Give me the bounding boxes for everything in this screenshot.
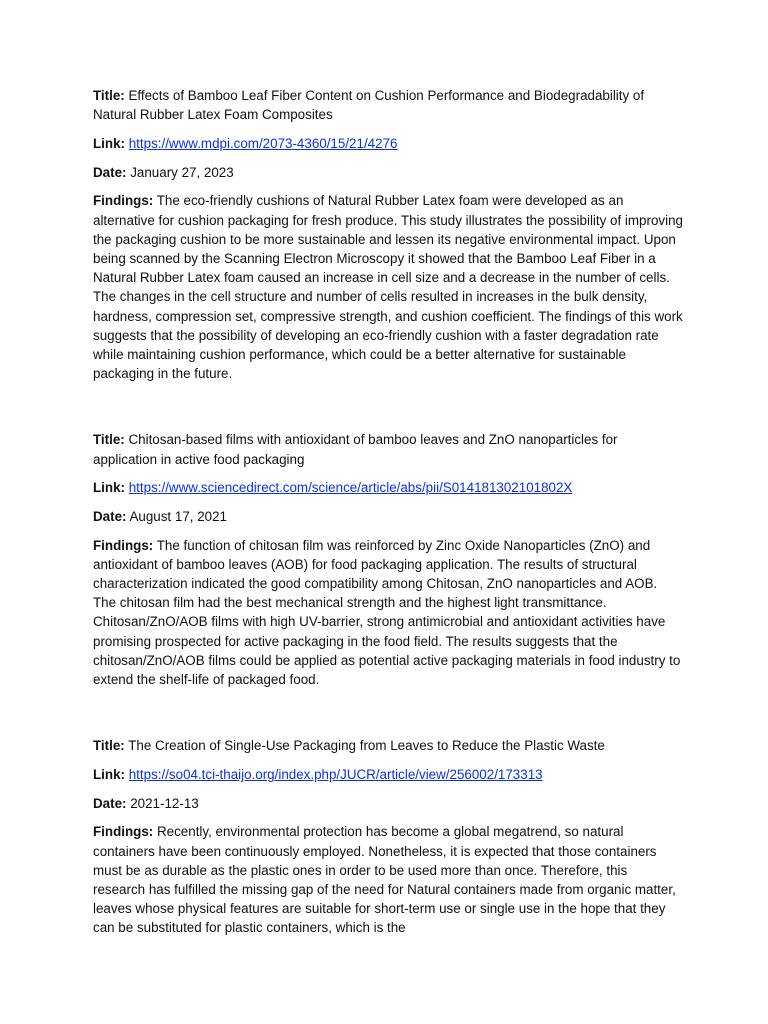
findings-label: Findings:: [93, 193, 154, 209]
article-entry-1: [93, 86, 683, 383]
date-label: Date:: [93, 508, 127, 524]
findings-text: The function of chitosan film was reinforced by Zinc Oxide Nanoparticles (ZnO) and antioxidant of bamboo leaves (AOB) for food packaging application. The results of structural characterization indicated the good compatibility among Chitosan, ZnO nanoparticles and AOB. The chitosan film had the best mechanical strength and the highest light transmittance. Chitosan/ZnO/AOB films with high UV-barrier, strong antimicrobial and antioxidant activities have promising prospected for active packaging in the food field. The results suggests that the chitosan/ZnO/AOB films could be applied as potential active packaging materials in food industry to extend the shelf-life of packaged food.: [93, 537, 681, 688]
article-link: [93, 478, 683, 497]
article-findings: [93, 536, 683, 690]
date-text: January 27, 2023: [130, 164, 234, 180]
article-entry-3: [93, 736, 683, 937]
link-label: Link:: [93, 766, 125, 782]
article-date: [93, 163, 683, 182]
link-label: Link:: [93, 135, 125, 151]
article-title: [93, 736, 683, 755]
article-link-url[interactable]: https://www.mdpi.com/2073-4360/15/21/4276: [128, 135, 398, 151]
article-link: [93, 134, 683, 153]
article-date: [93, 794, 683, 813]
article-title: [93, 86, 683, 124]
article-link-url[interactable]: https://so04.tci-thaijo.org/index.php/JUCR/article/view/256002/173313: [128, 766, 543, 782]
article-findings: [93, 191, 683, 383]
title-text: Chitosan-based films with antioxidant of bamboo leaves and ZnO nanoparticles for application in active food packaging: [93, 432, 618, 467]
article-link: [93, 765, 683, 784]
findings-text: The eco-friendly cushions of Natural Rubber Latex foam were developed as an alternative for cushion packaging for fresh produce. This study illustrates the possibility of improving the packaging cushion to be more sustainable and lessen its negative environmental impact. Upon being scanned by the Scanning Electron Microscopy it showed that the Bamboo Leaf Fiber in a Natural Rubber Latex foam caused an increase in cell size and a decrease in the number of cells. The changes in the cell structure and number of cells resulted in increases in the bulk density, hardness, compression set, compressive strength, and cushion coefficient. The findings of this work suggests that the possibility of developing an eco-friendly cushion with a faster degradation rate while maintaining cushion performance, which could be a better alternative for sustainable packaging in the future.: [93, 193, 683, 382]
document-page: [93, 86, 683, 985]
findings-text: Recently, environmental protection has become a global megatrend, so natural containers have been continuously employed. Nonetheless, it is expected that those containers must be as durable as the plastic ones in order to be used more than once. Therefore, this research has fulfilled the missing gap of the need for Natural containers made from organic matter, leaves whose physical features are suitable for short-term use or single use in the hope that they can be substituted for plastic containers, which is the: [93, 824, 676, 936]
title-label: Title:: [93, 432, 125, 448]
date-label: Date:: [93, 795, 127, 811]
findings-label: Findings:: [93, 537, 154, 553]
date-text: 2021-12-13: [130, 795, 199, 811]
article-date: [93, 507, 683, 526]
title-label: Title:: [93, 738, 125, 754]
article-entry-2: [93, 430, 683, 689]
title-label: Title:: [93, 88, 125, 103]
findings-label: Findings:: [93, 824, 154, 840]
title-text: Effects of Bamboo Leaf Fiber Content on Cushion Performance and Biodegradability of Natural Rubber Latex Foam Composites: [93, 88, 645, 123]
article-title: [93, 430, 683, 468]
title-text: The Creation of Single-Use Packaging from Leaves to Reduce the Plastic Waste: [128, 738, 605, 754]
date-label: Date:: [93, 164, 127, 180]
date-text: August 17, 2021: [129, 508, 228, 524]
article-findings: [93, 822, 683, 937]
link-label: Link:: [93, 480, 125, 496]
article-link-url[interactable]: https://www.sciencedirect.com/science/article/abs/pii/S014181302101802X: [128, 480, 573, 496]
